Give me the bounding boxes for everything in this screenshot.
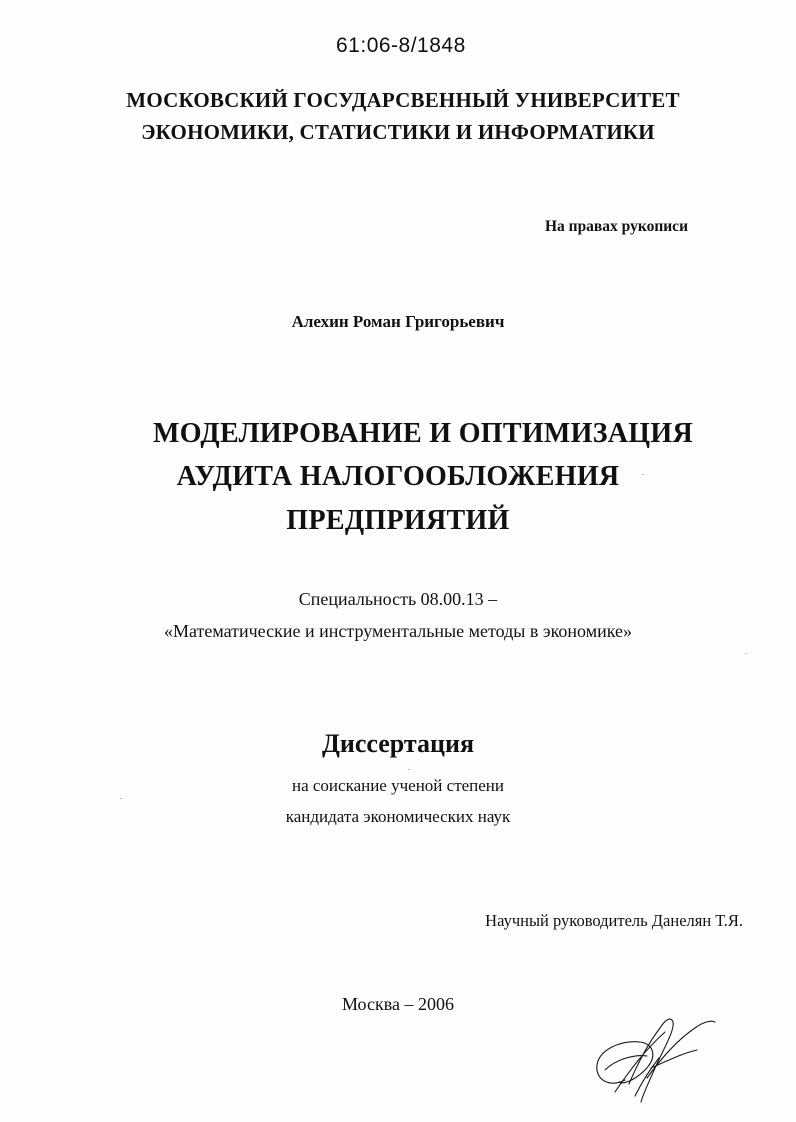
degree-line2: кандидата экономических наук [285, 807, 511, 826]
specialty-code: Специальность 08.00.13 – [298, 589, 498, 609]
handwritten-signature-icon [585, 1010, 725, 1110]
scan-speck [642, 474, 644, 475]
thesis-title-line1: МОДЕЛИРОВАНИЕ И ОПТИМИЗАЦИЯ [153, 418, 693, 449]
manuscript-rights-note: На правах рукописи [544, 218, 688, 235]
author-name: Алехин Роман Григорьевич [291, 312, 505, 331]
university-name-line1: МОСКОВСКИЙ ГОСУДАРСВЕННЫЙ УНИВЕРСИТЕТ [126, 88, 680, 112]
specialty-name: «Математические и инструментальные методы в экономике» [163, 621, 633, 641]
scientific-supervisor: Научный руководитель Данелян Т.Я. [485, 911, 743, 930]
city-year: Москва – 2006 [342, 994, 454, 1014]
scan-speck [745, 653, 747, 654]
degree-line1: на соискание ученой степени [291, 776, 505, 795]
thesis-title-line3: ПРЕДПРИЯТИЙ [286, 505, 510, 536]
document-type: Диссертация [321, 729, 475, 758]
university-name-line2: ЭКОНОМИКИ, СТАТИСТИКИ И ИНФОРМАТИКИ [141, 120, 655, 144]
scan-speck [408, 769, 410, 770]
scan-speck [120, 798, 122, 799]
thesis-title-line2: АУДИТА НАЛОГООБЛОЖЕНИЯ [176, 461, 620, 492]
catalog-code: 61:06-8/1848 [336, 34, 466, 57]
